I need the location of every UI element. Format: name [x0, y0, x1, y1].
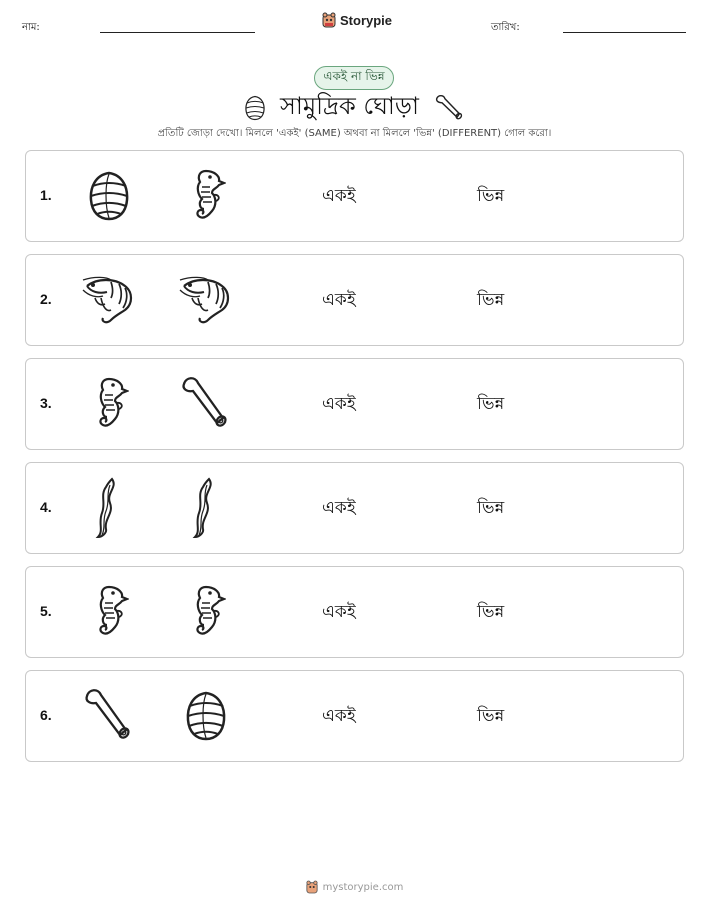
option-different[interactable]: ভিন্ন: [477, 186, 505, 206]
date-label: তারিখ:: [491, 22, 520, 33]
question-number: 4.: [40, 499, 52, 515]
question-number: 6.: [40, 707, 52, 723]
brand-logo: [322, 12, 392, 28]
option-different[interactable]: ভিন্ন: [477, 602, 505, 622]
seahorse-icon: [74, 371, 144, 437]
question-number: 2.: [40, 291, 52, 307]
question-row: [25, 670, 684, 762]
shrimp-icon: [74, 267, 144, 333]
option-different[interactable]: ভিন্ন: [477, 290, 505, 310]
storypie-mascot-icon: [306, 880, 318, 894]
option-different[interactable]: ভিন্ন: [477, 394, 505, 414]
shell-icon: [74, 163, 144, 229]
page-title: সামুদ্রিক ঘোড়া: [280, 92, 419, 120]
name-line[interactable]: [100, 32, 255, 33]
question-number: 3.: [40, 395, 52, 411]
bone-icon: [433, 93, 465, 123]
seahorse-icon: [171, 579, 241, 645]
shrimp-icon: [171, 267, 241, 333]
question-row: [25, 462, 684, 554]
option-same[interactable]: একই: [322, 290, 356, 310]
storypie-mascot-icon: [322, 12, 336, 28]
question-row: [25, 566, 684, 658]
bone-icon: [74, 683, 144, 749]
question-row: [25, 150, 684, 242]
option-same[interactable]: একই: [322, 602, 356, 622]
question-number: 1.: [40, 187, 52, 203]
title-row: [0, 88, 709, 128]
seahorse-icon: [171, 163, 241, 229]
footer: [0, 880, 709, 894]
brand-name: Storypie: [340, 12, 393, 28]
footer-url: mystorypie.com: [322, 881, 404, 893]
question-row: [25, 254, 684, 346]
option-same[interactable]: একই: [322, 186, 356, 206]
name-label: নাম:: [22, 22, 40, 33]
instructions: প্রতিটি জোড়া দেখো। মিললে 'একই' (SAME) অথবা না মিললে 'ভিন্ন' (DIFFERENT) গোল করো।: [157, 128, 552, 139]
shell-icon: [244, 95, 266, 121]
question-number: 5.: [40, 603, 52, 619]
bone-icon: [171, 371, 241, 437]
worksheet-type-badge: একই না ভিন্ন: [314, 66, 394, 90]
option-same[interactable]: একই: [322, 706, 356, 726]
seaweed-icon: [171, 475, 241, 541]
option-different[interactable]: ভিন্ন: [477, 498, 505, 518]
question-row: [25, 358, 684, 450]
shell-icon: [171, 683, 241, 749]
option-same[interactable]: একই: [322, 498, 356, 518]
option-same[interactable]: একই: [322, 394, 356, 414]
date-line[interactable]: [563, 32, 686, 33]
option-different[interactable]: ভিন্ন: [477, 706, 505, 726]
seaweed-icon: [74, 475, 144, 541]
seahorse-icon: [74, 579, 144, 645]
